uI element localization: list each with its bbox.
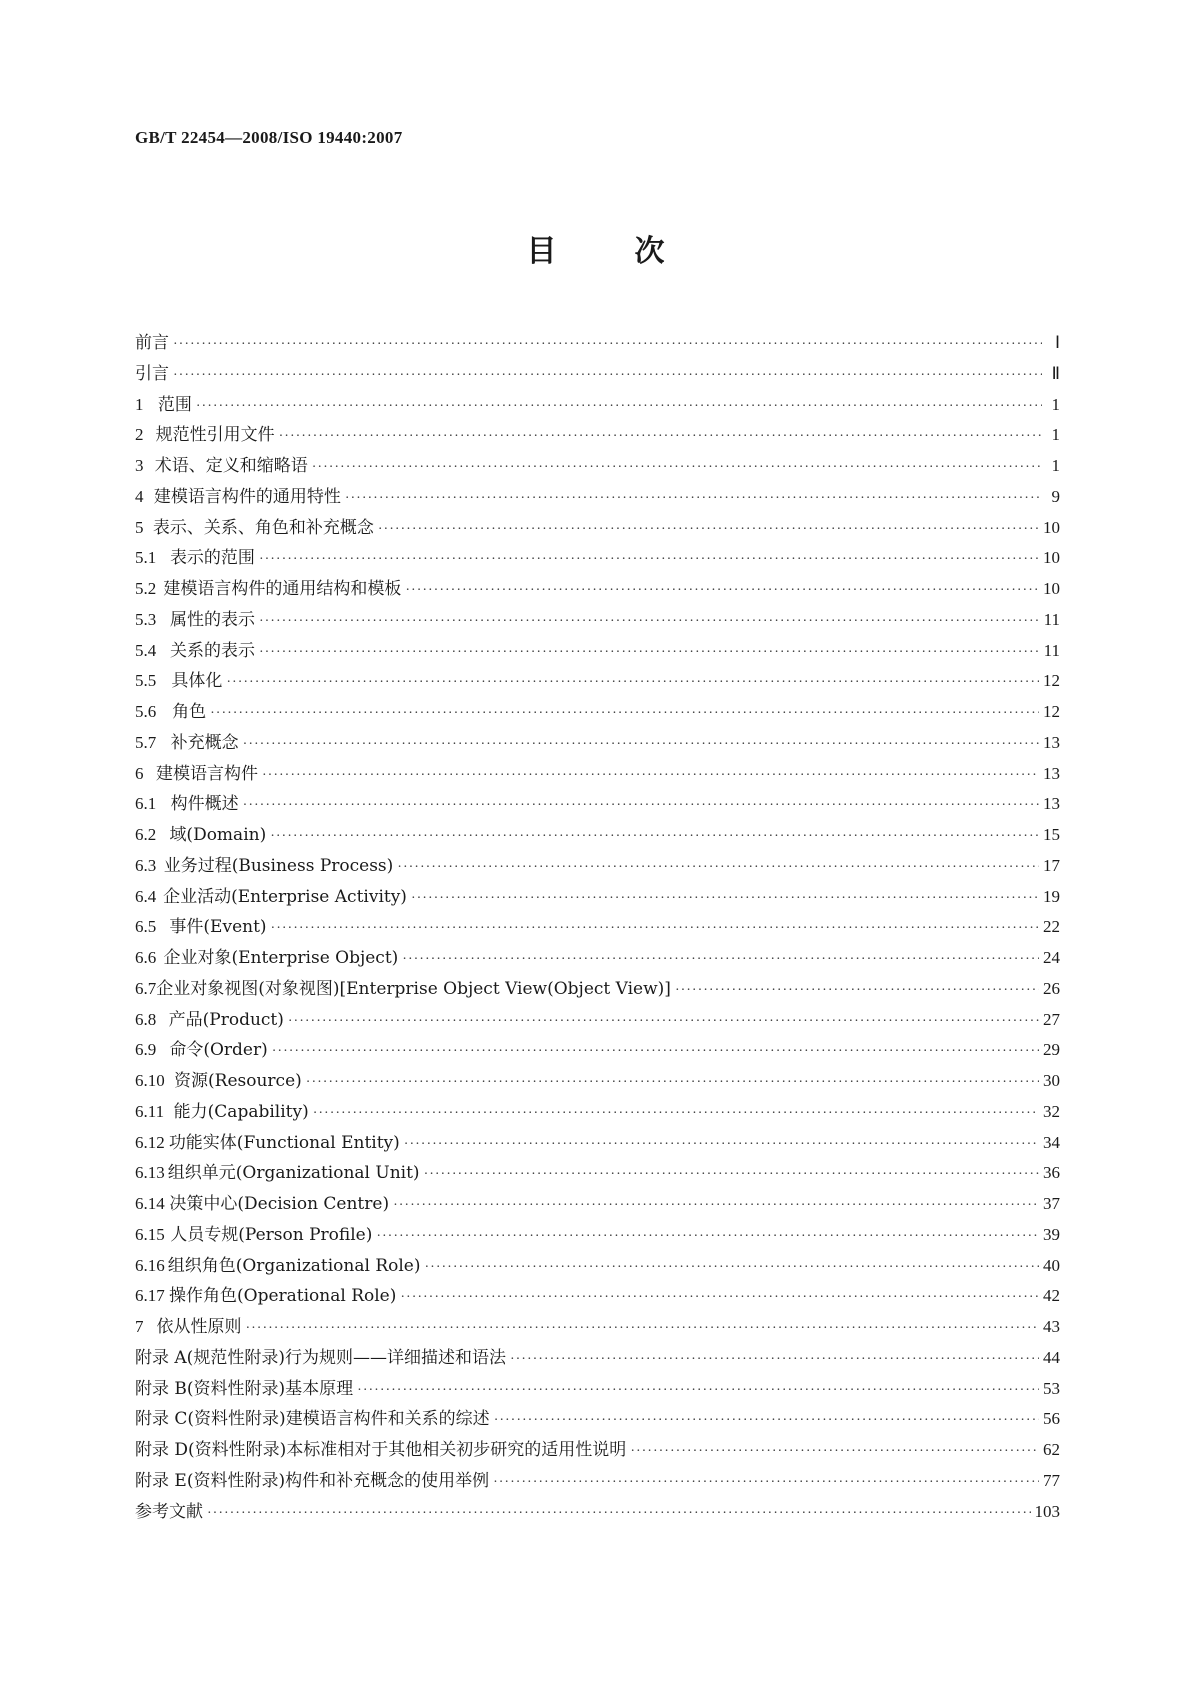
toc-entry-label: 属性的表示 [169, 609, 255, 630]
toc-leader-dots [493, 1468, 1039, 1499]
toc-entry-number: 5.1 [135, 548, 157, 568]
toc-entry-label: 关系的表示 [169, 640, 255, 661]
toc-entry-label: 构件和补充概念的使用举例 [285, 1470, 490, 1491]
toc-entry-page: Ⅱ [1051, 363, 1060, 383]
toc-entry-number: 6.7 [135, 978, 157, 998]
toc-entry-number: 6.14 [135, 1194, 165, 1213]
toc-leader-dots [345, 484, 1042, 515]
toc-entry-page: 26 [1043, 978, 1060, 998]
toc-entry-page: 44 [1043, 1347, 1060, 1367]
toc-entry-label: 规范性引用文件 [155, 425, 275, 446]
toc-entry[interactable] [135, 1435, 1060, 1466]
toc-entry-page: 56 [1043, 1409, 1060, 1429]
toc-entry-page: 34 [1043, 1132, 1060, 1152]
toc-entry[interactable] [135, 1158, 1060, 1189]
toc-leader-dots [402, 945, 1039, 976]
toc-leader-dots [271, 914, 1039, 945]
toc-entry-page: 12 [1043, 702, 1060, 721]
toc-entry-number: 6.8 [135, 1009, 157, 1029]
toc-entry[interactable] [135, 574, 1060, 605]
toc-entry[interactable] [135, 974, 1060, 1005]
toc-entry-page: 39 [1043, 1224, 1060, 1244]
toc-entry[interactable] [135, 851, 1060, 882]
toc-entry-label: 参考文献 [135, 1501, 203, 1522]
toc-entry[interactable] [135, 1005, 1060, 1036]
toc-entry-label: 事件(Event) [169, 917, 267, 938]
toc-entry[interactable] [135, 1097, 1060, 1128]
toc-entry-number: 6.5 [135, 917, 157, 937]
document-code: GB/T 22454—2008/ISO 19440:2007 [135, 128, 403, 147]
toc-entry-page: 30 [1043, 1071, 1060, 1090]
toc-entry-page: 13 [1043, 794, 1060, 814]
toc-entry-page: 77 [1043, 1470, 1060, 1490]
toc-entry-page: 13 [1043, 732, 1060, 752]
toc-leader-dots [173, 330, 1042, 361]
toc-entry-annex-prefix: 附录 D(资料性附录) [135, 1440, 287, 1460]
toc-leader-dots [270, 822, 1039, 853]
toc-leader-dots [400, 1283, 1039, 1314]
toc-entry-page: 27 [1043, 1009, 1060, 1029]
toc-entry-label: 操作角色(Operational Role) [169, 1286, 397, 1307]
toc-entry[interactable] [135, 482, 1060, 513]
toc-leader-dots [207, 1499, 1031, 1530]
toc-leader-dots [259, 545, 1039, 576]
toc-entry-label: 行为规则——详细描述和语法 [284, 1347, 506, 1368]
toc-entry[interactable] [135, 1466, 1060, 1497]
toc-entry-label: 企业对象视图(对象视图)[Enterprise Object View(Object View)] [156, 978, 671, 999]
toc-entry[interactable] [135, 1220, 1060, 1251]
toc-entry-number: 6.6 [135, 948, 157, 967]
toc-entry[interactable] [135, 820, 1060, 851]
toc-entry-label: 命令(Order) [169, 1040, 268, 1061]
toc-leader-dots [425, 1253, 1039, 1284]
toc-entry-label: 域(Domain) [169, 825, 267, 845]
toc-entry-page: 37 [1043, 1194, 1060, 1213]
toc-entry-label: 依从性原则 [156, 1317, 242, 1337]
toc-entry-page: 103 [1034, 1501, 1060, 1521]
toc-leader-dots [262, 761, 1039, 792]
toc-entry-label: 本标准相对于其他相关初步研究的适用性说明 [286, 1440, 627, 1460]
toc-leader-dots [393, 1191, 1039, 1222]
toc-entry-number: 6.1 [135, 794, 157, 814]
toc-leader-dots [279, 422, 1042, 453]
toc-entry-page: 13 [1043, 763, 1060, 783]
toc-entry-page: 10 [1043, 579, 1060, 598]
toc-entry-number: 1 [135, 394, 144, 414]
toc-entry-number: 7 [135, 1317, 144, 1336]
toc-entry-annex-prefix: 附录 A(规范性附录) [135, 1347, 285, 1368]
toc-entry-number: 6.12 [135, 1132, 165, 1152]
toc-entry-label: 引言 [135, 363, 169, 384]
title-char-right: 次 [634, 234, 665, 269]
toc-entry-page: 19 [1043, 886, 1060, 906]
toc-entry-annex-prefix: 附录 B(资料性附录) [135, 1378, 286, 1399]
toc-entry[interactable] [135, 390, 1060, 421]
toc-entry-page: 10 [1043, 548, 1060, 568]
page-title [0, 226, 1191, 270]
toc-entry-number: 6.3 [135, 855, 157, 875]
toc-entry-page: 32 [1043, 1101, 1060, 1121]
toc-entry-number: 6.9 [135, 1040, 157, 1060]
toc-entry[interactable] [135, 636, 1060, 667]
toc-entry-label: 具体化 [171, 671, 223, 692]
toc-entry-page: 1 [1051, 394, 1060, 414]
toc-leader-dots [494, 1406, 1039, 1437]
toc-entry-number: 6.17 [135, 1286, 165, 1306]
toc-leader-dots [210, 699, 1039, 730]
toc-entry-label: 功能实体(Functional Entity) [168, 1132, 400, 1153]
toc-entry-label: 企业对象(Enterprise Object) [163, 948, 399, 968]
toc-leader-dots [243, 791, 1039, 822]
toc-entry[interactable] [135, 543, 1060, 574]
toc-entry-label: 构件概述 [170, 794, 239, 815]
toc-entry-page: 1 [1051, 456, 1060, 475]
toc-entry-number: 6.16 [135, 1255, 165, 1275]
toc-leader-dots [630, 1437, 1039, 1468]
toc-entry-number: 5.2 [135, 579, 157, 598]
toc-leader-dots [259, 607, 1040, 638]
toc-entry[interactable] [135, 513, 1060, 544]
toc-entry[interactable] [135, 1281, 1060, 1312]
toc-leader-dots [404, 1130, 1039, 1161]
toc-entry-label: 角色 [172, 702, 207, 722]
toc-entry-annex-prefix: 附录 C(资料性附录) [135, 1409, 286, 1430]
toc-entry-number: 6.2 [135, 825, 157, 844]
toc-leader-dots [259, 638, 1040, 669]
toc-entry[interactable] [135, 359, 1060, 390]
toc-leader-dots [288, 1007, 1039, 1038]
toc-entry-number: 5.7 [135, 732, 157, 752]
toc-entry-page: 1 [1051, 425, 1060, 445]
toc-entry[interactable] [135, 1404, 1060, 1435]
toc-entry-annex-prefix: 附录 E(资料性附录) [135, 1470, 286, 1491]
toc-entry[interactable] [135, 328, 1060, 359]
toc-entry-page: 40 [1043, 1255, 1060, 1275]
toc-entry[interactable] [135, 1128, 1060, 1159]
toc-leader-dots [510, 1345, 1039, 1376]
toc-entry-page: 15 [1043, 825, 1060, 844]
toc-entry-label: 范围 [157, 394, 192, 415]
toc-entry[interactable] [135, 759, 1060, 790]
toc-entry-number: 6.4 [135, 886, 157, 906]
toc-entry-number: 4 [135, 486, 144, 506]
toc-entry-number: 5.3 [135, 609, 157, 629]
toc-entry-page: 11 [1043, 609, 1060, 629]
toc-entry-label: 组织角色(Organizational Role) [167, 1255, 421, 1276]
toc-entry-label: 业务过程(Business Process) [163, 855, 394, 876]
toc-leader-dots [245, 1314, 1039, 1345]
toc-entry-page: Ⅰ [1054, 333, 1060, 352]
toc-entry-page: 12 [1043, 671, 1060, 691]
toc-leader-dots [196, 392, 1042, 423]
toc-entry-number: 5.4 [135, 640, 157, 660]
toc-entry[interactable] [135, 943, 1060, 974]
toc-entry-label: 建模语言构件和关系的综述 [285, 1409, 490, 1430]
toc-entry[interactable] [135, 1035, 1060, 1066]
toc-leader-dots [405, 576, 1039, 607]
toc-entry-label: 前言 [135, 333, 169, 353]
toc-entry-page: 11 [1043, 640, 1060, 660]
toc-entry-label: 决策中心(Decision Centre) [169, 1194, 390, 1214]
toc-entry-label: 建模语言构件的通用特性 [153, 486, 341, 507]
toc-leader-dots [397, 853, 1039, 884]
toc-entry[interactable] [135, 697, 1060, 728]
toc-entry-number: 5.5 [135, 671, 157, 691]
toc-entry-page: 9 [1051, 486, 1060, 506]
toc-entry[interactable] [135, 882, 1060, 913]
toc-entry[interactable] [135, 1374, 1060, 1405]
toc-leader-dots [424, 1160, 1039, 1191]
toc-entry-page: 53 [1043, 1378, 1060, 1398]
toc-entry-label: 补充概念 [170, 732, 239, 753]
toc-leader-dots [272, 1037, 1039, 1068]
toc-entry[interactable] [135, 451, 1060, 482]
toc-entry[interactable] [135, 789, 1060, 820]
toc-leader-dots [226, 668, 1039, 699]
toc-entry-number: 6.15 [135, 1224, 165, 1244]
toc-entry[interactable] [135, 1497, 1060, 1528]
toc-leader-dots [675, 976, 1039, 1007]
toc-entry[interactable] [135, 1066, 1060, 1097]
toc-leader-dots [243, 730, 1039, 761]
toc-entry[interactable] [135, 728, 1060, 759]
title-char-left: 目 [526, 234, 557, 269]
toc-entry-page: 42 [1043, 1286, 1060, 1306]
toc-entry[interactable] [135, 666, 1060, 697]
toc-entry[interactable] [135, 1312, 1060, 1343]
toc-entry-number: 6 [135, 763, 144, 783]
toc-entry-page: 43 [1043, 1317, 1060, 1336]
toc-leader-dots [411, 884, 1039, 915]
toc-entry-number: 3 [135, 456, 144, 475]
toc-entry-number: 6.11 [135, 1101, 165, 1121]
toc-entry-page: 24 [1043, 948, 1060, 967]
toc-entry-label: 基本原理 [285, 1378, 354, 1399]
toc-leader-dots [173, 361, 1042, 392]
toc-entry-label: 企业活动(Enterprise Activity) [163, 886, 407, 907]
toc-leader-dots [376, 1222, 1039, 1253]
toc-entry-label: 组织单元(Organizational Unit) [167, 1163, 420, 1184]
toc-entry-page: 29 [1043, 1040, 1060, 1060]
toc-leader-dots [378, 515, 1039, 546]
toc-entry-number: 5.6 [135, 702, 157, 721]
toc-entry-label: 建模语言构件的通用结构和模板 [163, 579, 402, 599]
toc-entry-label: 资源(Resource) [174, 1071, 302, 1091]
toc-entry-label: 建模语言构件 [156, 763, 259, 784]
toc-entry[interactable] [135, 420, 1060, 451]
toc-entry-number: 5 [135, 517, 144, 537]
toc-leader-dots [306, 1068, 1039, 1099]
toc-entry-page: 62 [1043, 1440, 1060, 1459]
toc-entry-number: 6.13 [135, 1163, 165, 1183]
toc-entry-label: 术语、定义和缩略语 [154, 456, 308, 476]
toc-leader-dots [357, 1376, 1039, 1407]
toc-entry[interactable] [135, 605, 1060, 636]
toc-leader-dots [313, 1099, 1039, 1130]
toc-entry-label: 能力(Capability) [173, 1101, 309, 1122]
toc-entry[interactable] [135, 912, 1060, 943]
toc-entry-label: 表示、关系、角色和补充概念 [152, 517, 374, 538]
toc-entry-page: 36 [1043, 1163, 1060, 1183]
toc-leader-dots [312, 453, 1042, 484]
toc-entry-label: 产品(Product) [168, 1009, 284, 1030]
toc-entry-label: 表示的范围 [169, 548, 255, 569]
toc-entry-page: 17 [1043, 855, 1060, 875]
toc-entry[interactable] [135, 1251, 1060, 1282]
toc-entry-number: 2 [135, 425, 144, 445]
toc-entry-page: 10 [1043, 517, 1060, 537]
toc-entry-label: 人员专规(Person Profile) [170, 1224, 373, 1245]
toc-entry[interactable] [135, 1343, 1060, 1374]
toc-entry-number: 6.10 [135, 1071, 165, 1090]
table-of-contents [135, 328, 1060, 1527]
toc-entry-page: 22 [1043, 917, 1060, 937]
toc-entry[interactable] [135, 1189, 1060, 1220]
